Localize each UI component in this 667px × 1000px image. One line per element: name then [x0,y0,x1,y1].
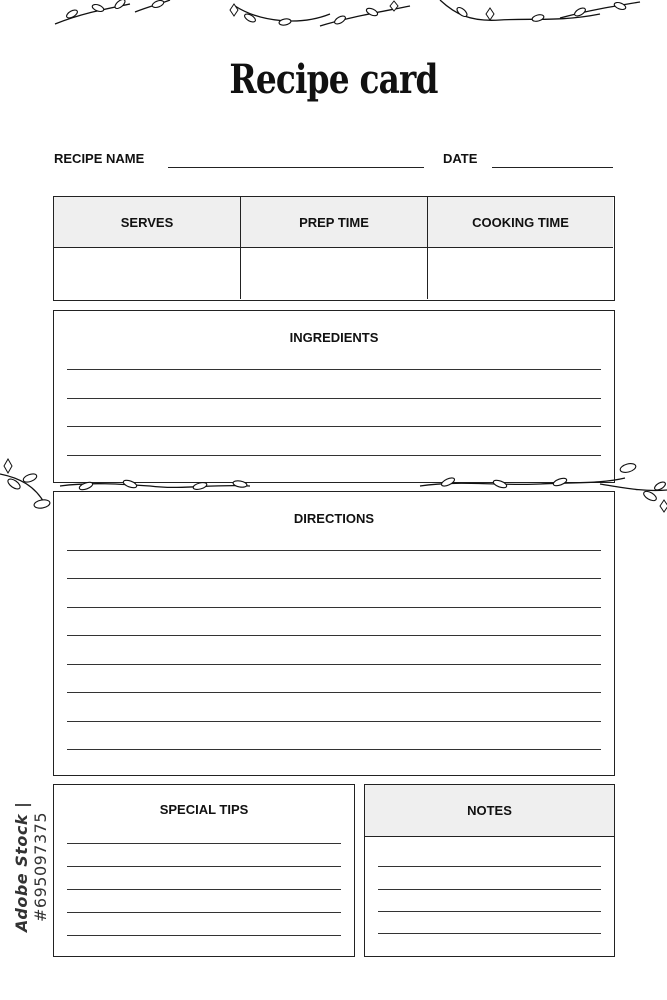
serves-value-cell[interactable] [54,248,241,299]
stock-watermark [12,762,50,972]
special-tips-line[interactable] [67,843,341,844]
special-tips-line[interactable] [67,912,341,913]
directions-line[interactable] [67,550,601,551]
special-tips-line[interactable] [67,889,341,890]
directions-line[interactable] [67,721,601,722]
ingredients-line[interactable] [67,426,601,427]
cooking-time-label: COOKING TIME [472,214,569,230]
notes-section [364,784,615,957]
directions-line[interactable] [67,635,601,636]
date-field[interactable] [492,167,613,168]
serves-label: SERVES [120,214,174,230]
prep-time-label: PREP TIME [299,214,369,230]
stock-watermark-id: #695097375 [31,811,50,923]
recipe-name-label: RECIPE NAME [54,151,145,166]
directions-line[interactable] [67,692,601,693]
directions-line[interactable] [67,578,601,579]
special-tips-line[interactable] [67,935,341,936]
ingredients-line[interactable] [67,369,601,370]
notes-line[interactable] [378,911,601,912]
serves-header-cell [54,197,241,248]
notes-line[interactable] [378,889,601,890]
floral-vine-top-border [0,0,667,32]
directions-line[interactable] [67,664,601,665]
prep-time-value-cell[interactable] [241,248,428,299]
prep-time-header-cell [241,197,428,248]
directions-line[interactable] [67,607,601,608]
special-tips-line[interactable] [67,866,341,867]
directions-line[interactable] [67,749,601,750]
recipe-name-field[interactable] [168,167,424,168]
directions-section [53,491,615,776]
notes-line[interactable] [378,933,601,934]
stock-watermark-logo: Adobe Stock | [12,801,31,933]
cooking-time-value-cell[interactable] [428,248,613,299]
page-title: Recipe card [229,56,438,103]
cooking-time-header-cell [428,197,613,248]
directions-title: DIRECTIONS [293,511,375,526]
notes-header [365,785,614,837]
special-tips-section [53,784,355,957]
date-label: DATE [443,151,478,166]
special-tips-title: SPECIAL TIPS [159,802,249,817]
recipe-info-table [53,196,615,301]
notes-line[interactable] [378,866,601,867]
notes-title: NOTES [467,803,512,818]
ingredients-line[interactable] [67,398,601,399]
ingredients-title: INGREDIENTS [289,330,379,345]
